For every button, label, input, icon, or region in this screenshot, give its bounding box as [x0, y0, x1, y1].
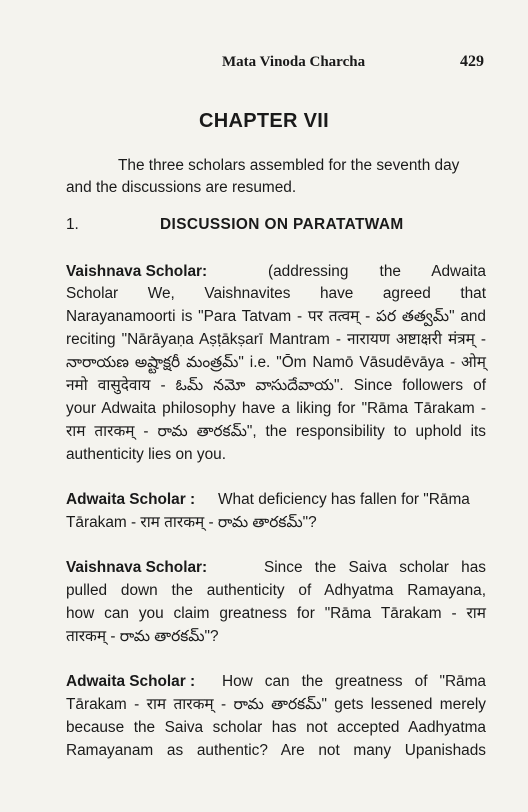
section-number: 1. [66, 216, 79, 233]
running-header [222, 52, 484, 72]
speaker-name: Adwaita Scholar : [66, 673, 196, 690]
speaker-name: Vaishnava Scholar: [66, 559, 208, 576]
paragraph-line: नमो वासुदेवाय - ఓమ్ నమో వాసుదేవాయ". Since followers of [66, 377, 486, 394]
section-title: DISCUSSION ON PARATATWAM [160, 216, 404, 233]
speaker-label [66, 556, 207, 580]
speaker-label [66, 260, 207, 284]
intro-line: The three scholars assembled for the seventh day [118, 157, 460, 174]
paragraph-line: How can the greatness of "Rāma [222, 673, 486, 690]
paragraph-line: how can you claim greatness for "Rāma Tārakam - राम [66, 605, 486, 622]
speaker-name: Adwaita Scholar : [66, 491, 196, 508]
paragraph-line: Ramayanam as authentic? Are not many Upanishads [66, 742, 486, 759]
running-title: Mata Vinoda Charcha [222, 53, 366, 70]
paragraph-line: Scholar We, Vaishnavites have agreed that [66, 285, 486, 302]
paragraph-line: राम तारकम् - రామ తారకమ్", the responsibility to uphold its [66, 423, 486, 440]
intro-line: and the discussions are resumed. [66, 179, 297, 196]
paragraph-line: Since the Saiva scholar has [264, 559, 486, 576]
speaker-label [66, 488, 195, 512]
page-number: 429 [460, 53, 484, 70]
chapter-title: CHAPTER VII [199, 110, 329, 132]
paragraph-line: (addressing the Adwaita [268, 263, 486, 280]
paragraph-line: నారాయణ అష్టాక్షరీ మంత్రమ్" i.e. "Ōm Namō Vāsudēvāya - ओम् [66, 354, 486, 371]
paragraph-line: authenticity lies on you. [66, 446, 226, 463]
paragraph-line: your Adwaita philosophy have a liking for "Rāma Tārakam - [66, 400, 486, 417]
speaker-label [66, 670, 195, 694]
paragraph-line: तारकम् - రామ తారకమ్"? [66, 628, 219, 645]
paragraph-line: Narayanamoorti is "Para Tatvam - पर तत्वम् - పర తత్వమ్" and [66, 308, 486, 325]
speaker-name: Vaishnava Scholar: [66, 263, 208, 280]
paragraph-line: because the Saiva scholar has not accepted Aadhyatma [66, 719, 486, 736]
paragraph-line: Tārakam - राम तारकम् - రామ తారకమ్"? [66, 514, 317, 531]
paragraph-line: reciting "Nārāyaṇa Aṣṭākṣarī Mantram - नारायण अष्टाक्षरी मंत्रम् - [66, 331, 486, 348]
paragraph-line: Tārakam - राम तारकम् - రామ తారకమ్" gets lessened merely [66, 696, 486, 713]
paragraph-line: pulled down the authenticity of Adhyatma Ramayana, [66, 582, 486, 599]
paragraph-line: What deficiency has fallen for "Rāma [218, 491, 470, 508]
